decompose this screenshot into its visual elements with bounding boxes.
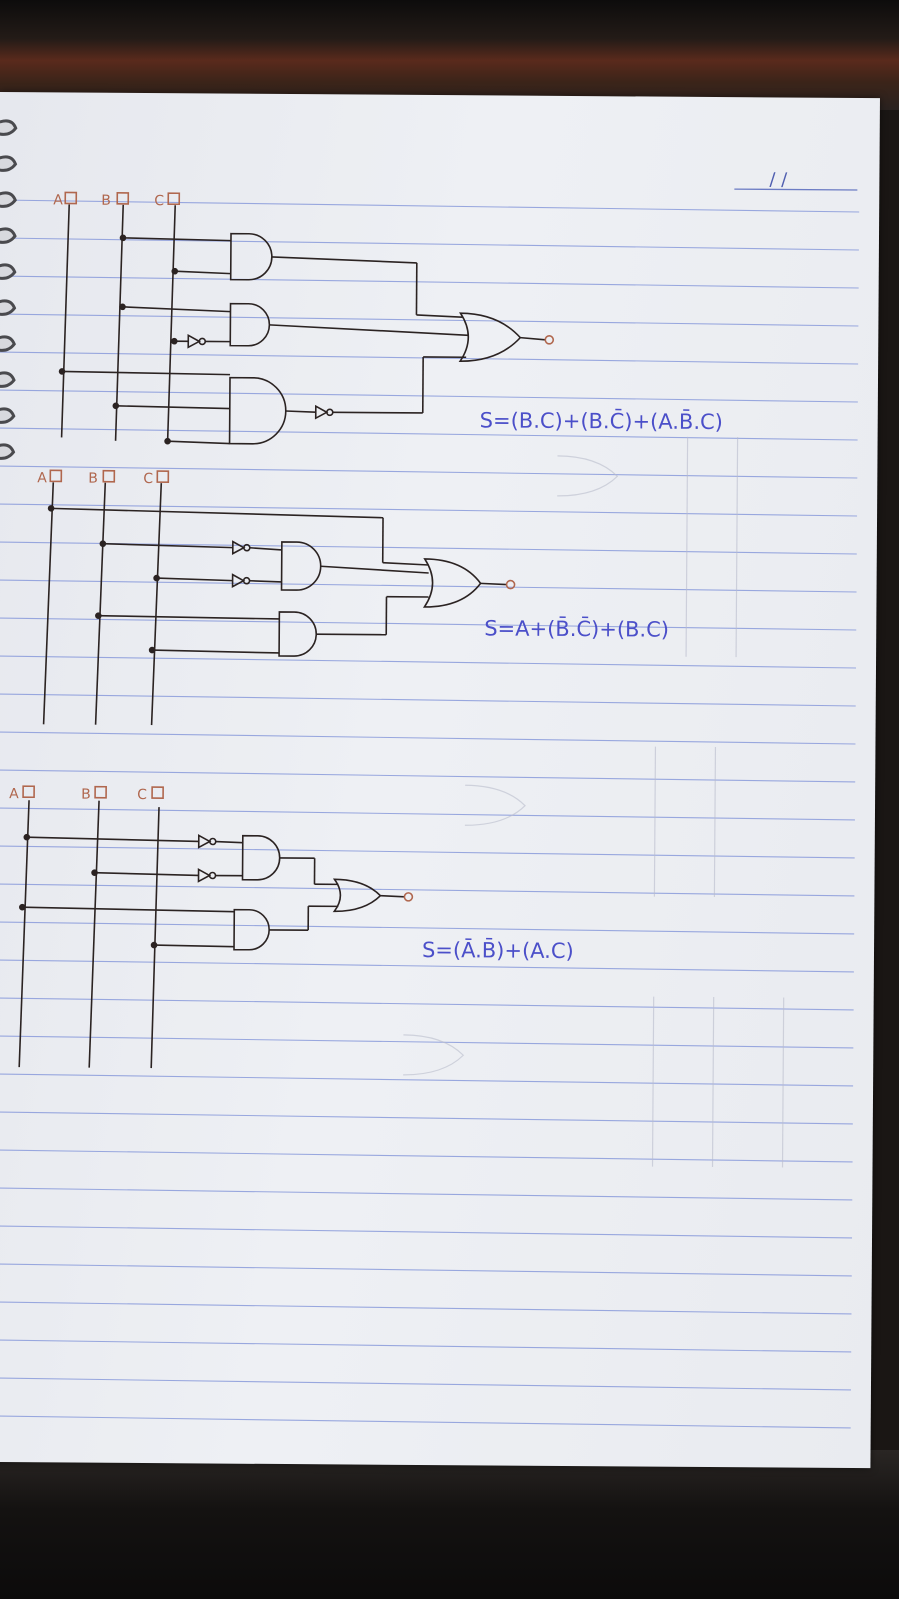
circuit-2-input-a-label: A [37,470,47,487]
ruled-line [0,694,856,706]
circuit-3-input-a-label: A [9,786,19,803]
circuit-3-or-gate [334,879,380,911]
ruled-line [0,922,854,934]
circuit-2-bus-b [96,483,106,725]
circuit-2-input-c-box [157,471,168,482]
spiral-binding [0,121,16,459]
ruled-line [0,618,856,630]
notebook-drawing [0,92,880,1468]
circuit-2-input-c-label: C [143,471,154,488]
circuit-1-output [545,336,553,344]
ruled-line [0,656,856,668]
ruled-line [0,466,857,478]
spiral-ring [0,373,14,387]
circuit-3-input-a-box [23,786,34,797]
circuit-3-output [404,893,412,901]
ruled-line [0,1074,853,1086]
spiral-ring [0,229,15,243]
circuit-2-expression: S=A+(B̄.C̄)+(B.C) [484,616,670,642]
circuit-3-input-c-box [152,787,163,798]
spiral-ring [0,445,14,459]
circuit-3-not-gate-1 [199,835,210,847]
circuit-2-input-a-box [50,470,61,481]
notebook-page [0,92,880,1468]
circuit-1-input-c-label: C [154,193,165,210]
ruled-line [0,238,859,250]
circuit-2-or-gate [424,559,480,607]
ruled-line [0,1340,851,1352]
circuit-1-and-gate-3 [230,378,286,444]
ruled-line [0,276,859,288]
circuit-1-not-gate-1 [188,335,199,347]
ruled-line [0,1264,852,1276]
circuit-2-not-gate-2 [233,575,244,587]
circuit-3-and-gate-1 [243,836,280,880]
spiral-ring [0,265,15,279]
circuit-2-and-gate-2 [279,612,316,656]
circuit-3-input-c-label: C [137,786,147,804]
ruled-line [0,1302,852,1314]
circuit-3 [7,786,413,1070]
circuit-3-not-gate-2 [198,869,209,881]
circuit-3-input-b-label: B [81,786,91,803]
ruled-line [0,732,856,744]
bleed-through-marks [403,435,788,1168]
spiral-ring [0,409,14,423]
circuit-3-expression: S=(Ā.B̄)+(A.C) [421,937,574,964]
ruled-line [0,580,857,592]
ruled-line [0,846,855,858]
circuit-1-and-gate-2 [230,304,269,346]
spiral-ring [0,301,15,315]
spiral-ring [0,337,14,351]
ruled-line [0,1112,853,1124]
spiral-ring [0,121,16,135]
circuit-3-bus-c [151,807,159,1068]
circuit-1-and-gate-1 [231,234,272,280]
spiral-ring [0,157,16,171]
ruled-line [0,998,854,1010]
circuit-2-not-gate-1 [233,542,244,554]
circuit-2 [36,470,516,727]
ruled-lines [0,200,859,1428]
date-field [734,169,857,191]
ruled-line [0,770,855,782]
circuit-1-expression: S=(B.C)+(B.C̄)+(A.B̄.C) [479,408,723,435]
circuit-1-input-b-label: B [101,192,111,209]
ruled-line [0,1150,853,1162]
ruled-line [0,390,858,402]
ruled-line [0,1378,851,1390]
circuit-2-input-b-box [103,471,114,482]
ruled-line [0,1226,852,1238]
circuit-2-bus-a [44,482,54,724]
spiral-ring [0,193,15,207]
circuit-3-bus-b [89,801,99,1068]
ruled-line [0,1188,852,1200]
ruled-line [0,1416,851,1428]
circuit-1-not-gate-2 [316,406,327,418]
ruled-line [0,1036,853,1048]
circuit-1-input-a-label: A [53,192,63,209]
circuit-1-input-a-box [65,192,76,203]
ruled-line [0,884,854,896]
circuit-2-bus-c [152,483,162,725]
circuit-2-input-b-label: B [88,470,98,487]
date-text: / / [769,169,788,191]
circuit-2-and-gate-1 [282,542,321,590]
ruled-line [0,352,858,364]
circuit-3-and-gate-2 [234,910,269,950]
background-bottom [0,1450,899,1599]
ruled-line [0,808,855,820]
circuit-3-input-b-box [95,787,106,798]
ruled-line [0,428,858,440]
